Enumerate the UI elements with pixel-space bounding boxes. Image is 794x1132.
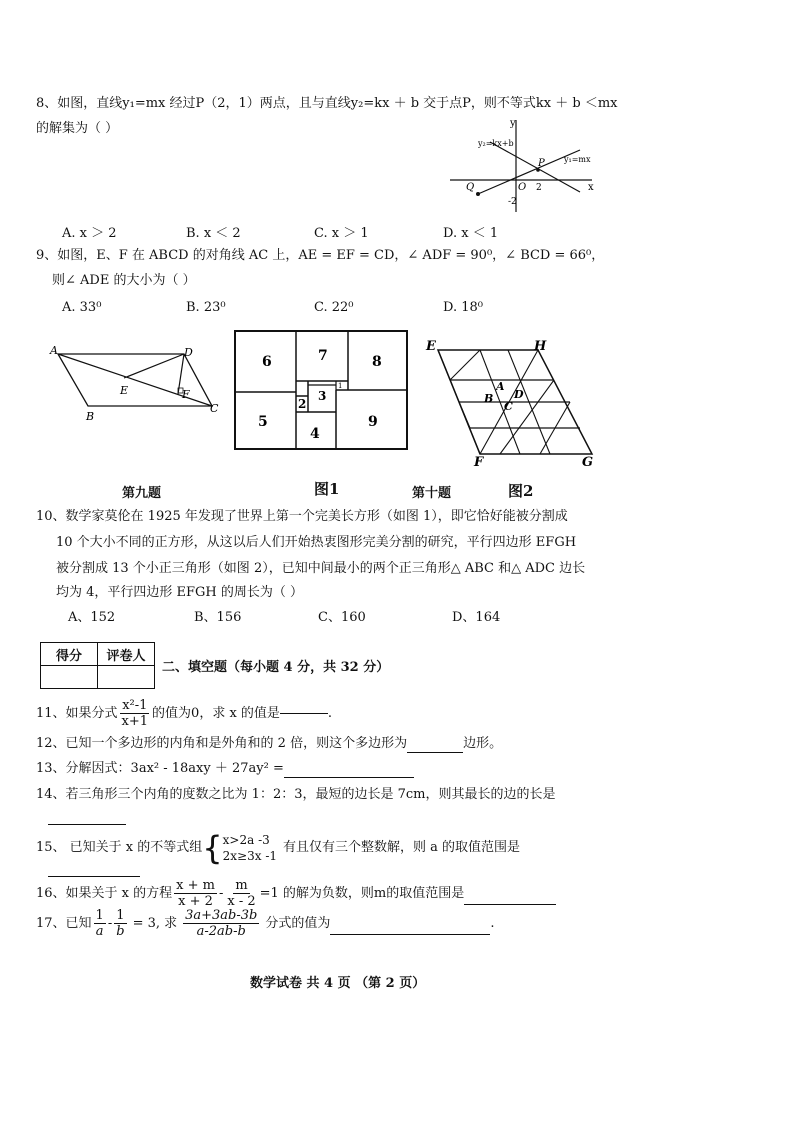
q8-choice-d: D. x ＜ 1 (443, 226, 499, 241)
q15-brace: { (202, 829, 223, 867)
figure-2 (420, 336, 606, 472)
q8-choice-a: A. x ＞ 2 (62, 226, 117, 241)
q16-fraction-1 (174, 878, 217, 909)
q17-main-numerator: 3a+3ab-3b (185, 908, 258, 923)
q16-fraction-2 (225, 878, 257, 909)
fig2-label-f: F (474, 455, 484, 470)
q15-suffix: 有且仅有三个整数解，则 a 的取值范围是 (283, 840, 521, 855)
q9-line2: 则∠ ADE 的大小为（ ） (52, 273, 196, 288)
fig2-label-h: H (534, 339, 547, 354)
q11-denominator: x+1 (121, 714, 149, 729)
q9-figure (44, 342, 230, 426)
q9-label-a: A (50, 344, 58, 357)
q9-caption: 第九题 (122, 486, 162, 501)
fig1-square-8: 8 (372, 354, 382, 370)
q9-choice-c: C. 22⁰ (314, 300, 354, 315)
fig1-square-9: 9 (368, 414, 378, 430)
q15-prefix: 15、 已知关于 x 的不等式组 (36, 840, 203, 855)
q12 (36, 735, 502, 753)
q16-minus: - (218, 885, 224, 901)
fig2-label-b: B (484, 392, 494, 405)
fig2-label-a: A (496, 380, 505, 393)
q12-answer-blank[interactable] (407, 736, 463, 753)
fig1-square-5: 5 (258, 414, 268, 430)
q17-main-denominator: a-2ab-b (196, 924, 246, 939)
q15-ineq-2: 2x≥3x -1 (222, 849, 278, 863)
score-table (40, 642, 155, 689)
q11-numerator: x²-1 (122, 698, 148, 713)
figure-1 (234, 330, 410, 452)
q8-point-q (476, 192, 480, 196)
q17-a-numerator: 1 (95, 908, 104, 923)
q9-label-f: F (182, 388, 190, 401)
q8-choice-c: C. x ＞ 1 (314, 226, 369, 241)
q11-fraction (120, 698, 151, 729)
q14-line1: 14、若三角形三个内角的度数之比为 1：2：3，最短的边长是 7cm，则其最长的边的长是 (36, 787, 556, 802)
q8-line1: 8、如图，直线y₁=mx 经过P（2，1）两点，且与直线y₂=kx ＋ b 交于点P，则不等式kx ＋ b ＜mx (36, 96, 618, 111)
q8-line2: 的解集为（ ） (36, 121, 119, 136)
fig2-caption: 图2 (508, 482, 534, 500)
q8-choice-b: B. x ＜ 2 (186, 226, 241, 241)
q10-figure-caption: 第十题 (412, 486, 452, 501)
q10-choice-b: B、156 (194, 610, 242, 625)
q17-answer-blank[interactable] (330, 920, 490, 935)
q11-answer-blank[interactable] (280, 713, 328, 714)
q17-b-denominator: b (116, 924, 125, 939)
q16-f1-denominator: x + 2 (178, 894, 213, 909)
q8-q-label: Q (466, 182, 475, 193)
q16 (36, 878, 556, 909)
q8-p-label: P (538, 158, 545, 169)
q10-line4: 均为 4，平行四边形 EFGH 的周长为（ ） (56, 585, 304, 600)
q15-answer-blank[interactable] (48, 862, 140, 877)
q11: 11、如果分式 $\frac{\text{x²-1}}{x+1}$ 的值为0，求 x 的值是 . (36, 698, 333, 729)
q10-line3: 被分割成 13 个小正三角形（如图 2），已知中间最小的两个正三角形△ ABC 和△ ADC 边长 (56, 561, 586, 576)
q9-choice-b: B. 23⁰ (186, 300, 226, 315)
section-2-title: 二、填空题（每小题 4 分，共 32 分） (162, 660, 390, 675)
fig1-square-7: 7 (318, 348, 328, 364)
q17-fraction-b (114, 908, 126, 939)
q17 (36, 908, 495, 939)
q10-choice-c: C、160 (318, 610, 366, 625)
fig1-caption: 图1 (314, 480, 340, 498)
fig2-label-c: C (504, 400, 513, 413)
q13 (36, 760, 414, 778)
q8-o-label: O (518, 182, 527, 193)
fig2-label-e: E (426, 339, 436, 354)
q14-answer-blank[interactable] (48, 810, 126, 825)
q17-minus: - (107, 915, 113, 931)
q15-inequality-system (223, 832, 277, 864)
q16-answer-blank[interactable] (464, 890, 556, 905)
page-footer: 数学试卷 共 4 页 （第 2 页） (250, 976, 426, 991)
q10-line1: 10、数学家莫伦在 1925 年发现了世界上第一个完美长方形（如图 1），即它恰好能被分割成 (36, 509, 568, 524)
q17-suffix: 分式的值为 (265, 915, 331, 931)
q16-f2-numerator: m (235, 878, 248, 893)
q8-x-label: x (588, 182, 594, 193)
q17-fraction-main (183, 908, 259, 939)
q9-choice-a: A. 33⁰ (62, 300, 102, 315)
grader-cell[interactable] (98, 666, 155, 689)
q10-line2: 10 个大小不同的正方形，从这以后人们开始热衷图形完美分割的研究，平行四边形 EFGH (56, 535, 577, 550)
q17-a-denominator: a (95, 924, 104, 939)
q17-end: . (490, 915, 495, 931)
fig2-label-g: G (582, 455, 594, 470)
q17-b-numerator: 1 (116, 908, 125, 923)
fig1-square-2: 2 (298, 397, 307, 411)
q8-line-y2 (490, 142, 580, 192)
fig1-square-1: 1 (338, 382, 343, 390)
q16-suffix: =1 的解为负数，则m的取值范围是 (259, 885, 465, 901)
q9-label-e: E (120, 384, 129, 397)
q8-line2-label: y₂=kx+b (478, 139, 514, 148)
q12-suffix: 边形。 (463, 736, 503, 751)
fig2-label-d: D (514, 388, 524, 401)
q10-choice-a: A、152 (68, 610, 116, 625)
q9-label-b: B (86, 410, 95, 423)
q15-ineq-1: x>2a -3 (222, 833, 270, 847)
q13-text: 13、分解因式：3ax² - 18axy ＋ 27ay² = (36, 761, 284, 776)
q16-prefix: 16、如果关于 x 的方程 (36, 885, 173, 901)
grader-header: 评卷人 (98, 643, 155, 666)
q9-line1: 9、如图，E、F 在 ABCD 的对角线 AC 上，AE = EF = CD，∠ ADF = 90⁰，∠ BCD = 66⁰， (36, 248, 605, 263)
q8-y-label: y (510, 118, 516, 129)
q8-figure (430, 112, 600, 222)
fig1-square-4: 4 (310, 426, 320, 442)
q11-prefix: 11、如果分式 (36, 705, 118, 721)
q17-equals: = 3, 求 (132, 915, 178, 931)
q11-suffix: 的值为0，求 x 的值是 (152, 705, 280, 721)
q8-line1-label: y₁=mx (564, 155, 591, 164)
score-header: 得分 (41, 643, 98, 666)
score-cell[interactable] (41, 666, 98, 689)
q9-label-d: D (184, 346, 193, 359)
q13-answer-blank[interactable] (284, 761, 414, 778)
q16-f1-numerator: x + m (176, 878, 215, 893)
q10-choice-d: D、164 (452, 610, 501, 625)
q15 (36, 829, 521, 867)
q8-tick-y: -2 (508, 197, 517, 207)
fig1-square-6: 6 (262, 354, 272, 370)
q17-fraction-a (94, 908, 106, 939)
q9-segment-de (124, 354, 184, 378)
q12-prefix: 12、已知一个多边形的内角和是外角和的 2 倍，则这个多边形为 (36, 736, 408, 751)
q9-label-c: C (210, 402, 219, 415)
q8-tick-x: 2 (536, 183, 542, 193)
q17-prefix: 17、已知 (36, 915, 92, 931)
fig1-square-3: 3 (318, 389, 327, 403)
q9-choice-d: D. 18⁰ (443, 300, 483, 315)
q16-f2-denominator: x - 2 (227, 894, 256, 909)
